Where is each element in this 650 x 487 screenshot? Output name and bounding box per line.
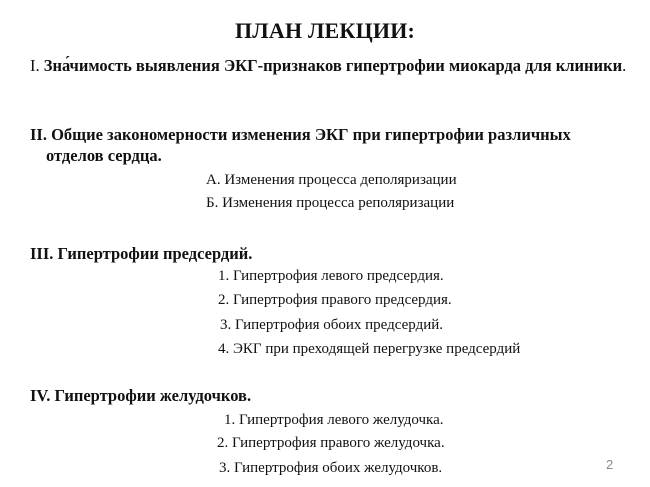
section-2-heading [30,124,635,166]
section-4-item: 2. Гипертрофия правого желудочка. [217,435,445,451]
section-2-heading-line-1: II. Общие закономерности изменения ЭКГ при гипертрофии различных [30,125,571,144]
section-3-item: 4. ЭКГ при преходящей перегрузке предсердий [218,341,521,357]
page-number: 2 [606,457,614,472]
section-2-item: Б. Изменения процесса реполяризации [206,195,455,211]
section-3-heading: III. Гипертрофии предсердий. [30,244,253,263]
section-1 [30,55,630,77]
section-3-item: 3. Гипертрофия обоих предсердий. [220,317,444,333]
section-2-item: А. Изменения процесса деполяризации [206,172,457,188]
section-4-item: 3. Гипертрофия обоих желудочков. [219,460,443,476]
section-1-period: . [622,56,627,75]
section-3-item: 1. Гипертрофия левого предсердия. [218,268,444,284]
slide-title: ПЛАН ЛЕКЦИИ: [234,18,416,43]
section-1-number: I. [30,56,40,75]
section-1-text: Зна́чимость выявления ЭКГ-признаков гипертрофии миокарда для клиники [43,56,623,75]
section-2-heading-line-2: отделов сердца. [46,146,162,165]
section-3-item: 2. Гипертрофия правого предсердия. [218,292,452,308]
section-4-heading: IV. Гипертрофии желудочков. [30,386,252,405]
section-4-item: 1. Гипертрофия левого желудочка. [224,412,444,428]
